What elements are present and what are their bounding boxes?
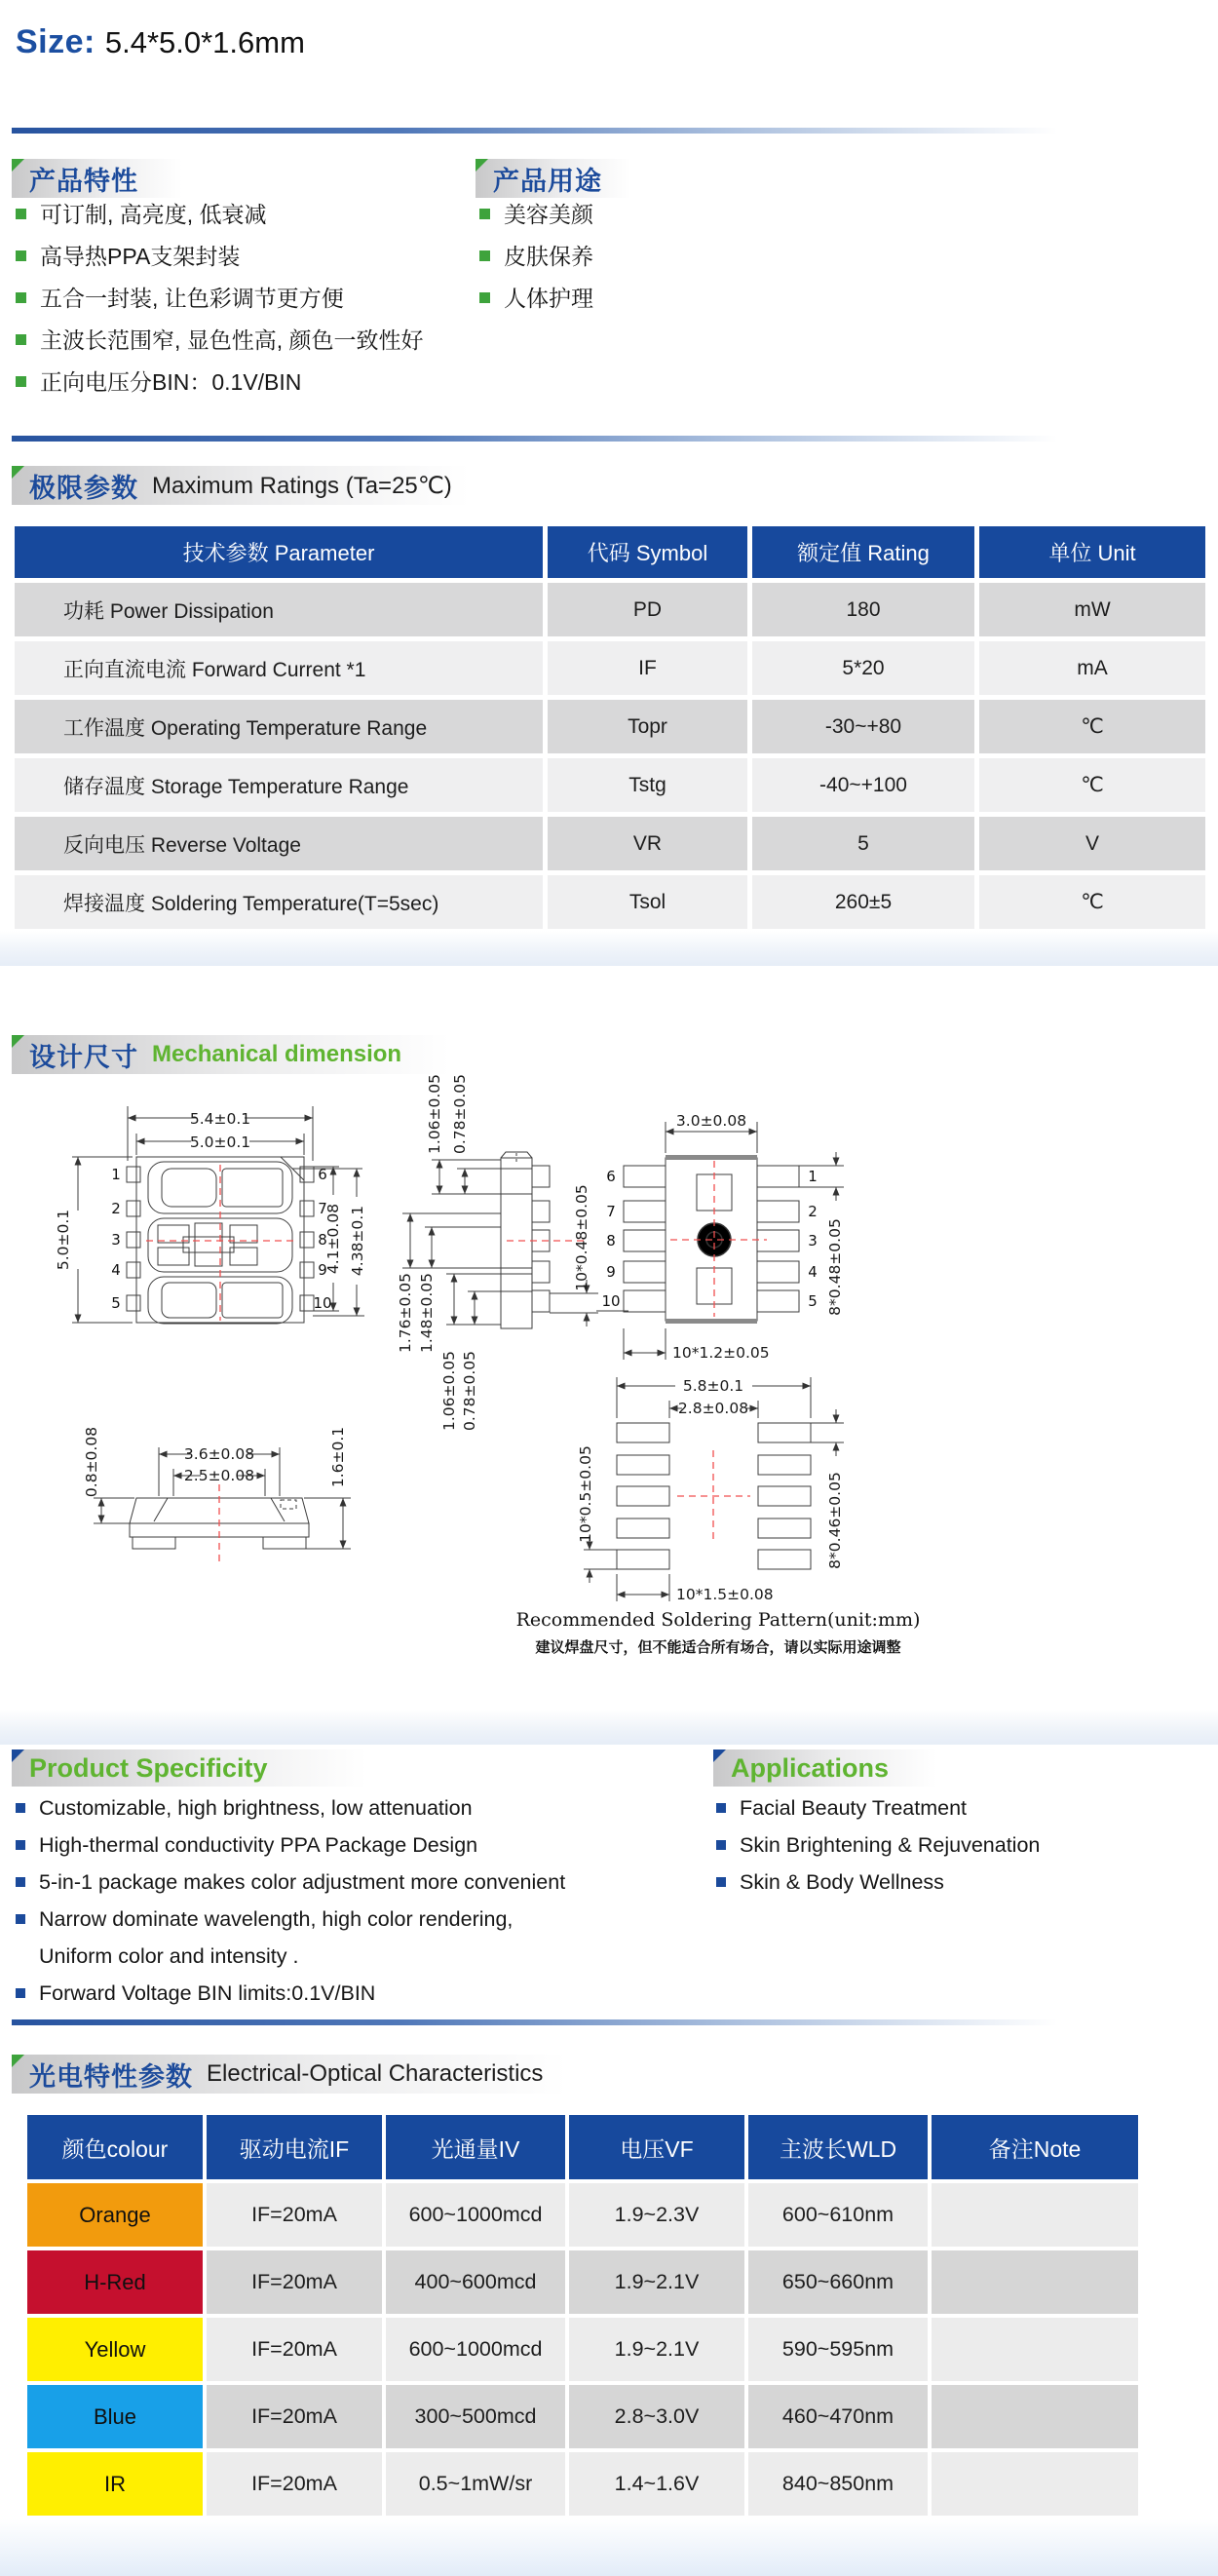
square-bullet-icon	[16, 1988, 25, 1998]
square-bullet-icon	[716, 1840, 726, 1850]
square-bullet-icon	[479, 250, 490, 261]
list-item: 美容美颜	[479, 200, 791, 229]
list-item: 皮肤保养	[479, 242, 791, 271]
table-cell: IF=20mA	[207, 2183, 382, 2247]
table-cell: IF=20mA	[207, 2250, 382, 2314]
table-cell-symbol: VR	[548, 817, 747, 870]
dim-label: 0.8±0.08	[83, 1426, 100, 1498]
square-bullet-icon	[16, 250, 26, 261]
page-bottom-band	[0, 2519, 1218, 2576]
square-bullet-icon	[16, 209, 26, 219]
dim-label: 10*1.2±0.05	[672, 1344, 770, 1362]
corner-triangle-icon	[12, 159, 24, 172]
section-title-cn: 设计尺寸	[29, 1042, 138, 1072]
section-band	[0, 1710, 1218, 1745]
svg-text:2: 2	[111, 1200, 121, 1217]
solder-caption-cn: 建议焊盘尺寸，但不能适合所有场合，请以实际用途调整	[535, 1638, 901, 1656]
section-header-applications	[713, 1749, 937, 1787]
square-bullet-icon	[716, 1877, 726, 1887]
list-item: Skin Brightening & Rejuvenation	[716, 1832, 1125, 1858]
dim-label: 10*0.5±0.05	[577, 1445, 594, 1543]
dim-label: 1.06±0.05	[440, 1350, 458, 1432]
section-title-en: Mechanical dimension	[152, 1041, 402, 1067]
column-header: 技术参数 Parameter	[15, 526, 543, 578]
table-cell-rating: -40~+100	[752, 758, 974, 812]
dim-label: 0.78±0.05	[461, 1350, 478, 1432]
dim-label: 8*0.48±0.05	[826, 1218, 844, 1316]
list-item: Customizable, high brightness, low attenuation	[16, 1795, 688, 1821]
front-view-drawing	[83, 1427, 351, 1566]
column-header: 备注Note	[932, 2115, 1138, 2179]
side-view-drawing	[397, 1074, 598, 1431]
color-cell: IR	[27, 2452, 203, 2516]
list-item: 可订制, 高亮度, 低衰减	[16, 200, 464, 229]
color-cell: Yellow	[27, 2318, 203, 2381]
square-bullet-icon	[479, 209, 490, 219]
corner-triangle-icon	[476, 159, 488, 172]
table-cell-note	[932, 2318, 1138, 2381]
size-value: 5.4*5.0*1.6mm	[104, 25, 305, 59]
section-header-uses	[476, 159, 631, 198]
table-cell: 1.9~2.3V	[569, 2183, 744, 2247]
column-header: 驱动电流IF	[207, 2115, 382, 2179]
dim-label: 2.8±0.08	[677, 1400, 749, 1417]
features-list	[16, 200, 464, 409]
svg-text:3: 3	[111, 1231, 121, 1249]
table-cell: 600~1000mcd	[386, 2183, 565, 2247]
dim-label: 1.6±0.1	[329, 1426, 347, 1488]
corner-triangle-icon	[12, 1035, 24, 1048]
square-bullet-icon	[16, 1877, 25, 1887]
list-item: 正向电压分BIN：0.1V/BIN	[16, 367, 464, 397]
table-cell-note	[932, 2250, 1138, 2314]
svg-text:6: 6	[318, 1166, 327, 1183]
list-item: 高导热PPA支架封装	[16, 242, 464, 271]
table-cell-parameter: 功耗 Power Dissipation	[15, 583, 543, 636]
table-cell-parameter: 储存温度 Storage Temperature Range	[15, 758, 543, 812]
size-label: Size:	[16, 23, 95, 60]
section-header-specificity	[12, 1749, 367, 1787]
page-title	[16, 23, 305, 61]
square-bullet-icon	[16, 292, 26, 303]
section-title-cn: 极限参数	[29, 473, 138, 503]
svg-text:1: 1	[808, 1168, 818, 1185]
square-bullet-icon	[16, 1840, 25, 1850]
svg-text:4: 4	[808, 1263, 818, 1281]
svg-text:9: 9	[606, 1263, 616, 1281]
column-header: 主波长WLD	[748, 2115, 928, 2179]
color-cell: Blue	[27, 2385, 203, 2448]
square-bullet-icon	[16, 1803, 25, 1813]
section-title: 产品特性	[29, 166, 138, 196]
svg-text:9: 9	[318, 1261, 327, 1279]
corner-triangle-icon	[12, 1749, 24, 1762]
column-header: 电压VF	[569, 2115, 744, 2179]
table-cell: 600~610nm	[748, 2183, 928, 2247]
column-header: 颜色colour	[27, 2115, 203, 2179]
dim-label: 3.0±0.08	[675, 1112, 747, 1130]
dim-label: 1.48±0.05	[418, 1272, 436, 1354]
svg-text:3: 3	[808, 1232, 818, 1250]
list-item: Skin & Body Wellness	[716, 1869, 1125, 1895]
table-cell-rating: 180	[752, 583, 974, 636]
specificity-list	[16, 1795, 688, 2018]
table-cell: 650~660nm	[748, 2250, 928, 2314]
svg-text:8: 8	[318, 1231, 327, 1249]
table-cell-note	[932, 2183, 1138, 2247]
column-header: 单位 Unit	[979, 526, 1205, 578]
table-cell-parameter: 工作温度 Operating Temperature Range	[15, 700, 543, 753]
corner-triangle-icon	[12, 466, 24, 479]
table-cell-symbol: IF	[548, 641, 747, 695]
table-cell-symbol: Tsol	[548, 875, 747, 929]
list-item: 主波长范围窄, 显色性高, 颜色一致性好	[16, 326, 464, 355]
divider-line	[12, 2019, 1113, 2025]
dim-label: 5.8±0.1	[682, 1377, 744, 1395]
section-header-optical	[12, 2055, 567, 2094]
section-title-cn: 光电特性参数	[29, 2061, 193, 2092]
dim-label: 8*0.46±0.05	[826, 1472, 844, 1569]
dim-label: 5.0±0.1	[189, 1134, 251, 1151]
dim-label: 1.76±0.05	[397, 1272, 414, 1354]
svg-text:4: 4	[111, 1261, 121, 1279]
table-cell-unit: ℃	[979, 758, 1205, 812]
list-item: Facial Beauty Treatment	[716, 1795, 1125, 1821]
svg-text:8: 8	[606, 1232, 616, 1250]
dim-label: 3.6±0.08	[183, 1445, 255, 1463]
svg-text:6: 6	[606, 1168, 616, 1185]
section-title: Applications	[731, 1752, 890, 1783]
svg-text:7: 7	[606, 1203, 616, 1220]
column-header: 光通量IV	[386, 2115, 565, 2179]
svg-text:7: 7	[318, 1200, 327, 1217]
section-title: Product Specificity	[29, 1752, 268, 1783]
list-item: Forward Voltage BIN limits:0.1V/BIN	[16, 1980, 688, 2006]
table-cell-rating: 5*20	[752, 641, 974, 695]
svg-text:1: 1	[111, 1166, 121, 1183]
optical-characteristics-table	[27, 2115, 1138, 2516]
table-cell: 1.9~2.1V	[569, 2318, 744, 2381]
corner-triangle-icon	[12, 2055, 24, 2067]
svg-text:10: 10	[313, 1294, 332, 1312]
section-title-en: Maximum Ratings (Ta=25℃)	[152, 472, 452, 499]
table-cell-unit: ℃	[979, 700, 1205, 753]
dim-label: 10*0.48±0.05	[573, 1184, 590, 1291]
applications-list	[716, 1795, 1125, 1906]
table-cell-unit: ℃	[979, 875, 1205, 929]
table-cell: 1.9~2.1V	[569, 2250, 744, 2314]
table-cell-unit: V	[979, 817, 1205, 870]
mechanical-drawings	[0, 1067, 974, 1740]
dim-label: 2.5±0.08	[183, 1467, 255, 1484]
square-bullet-icon	[16, 1914, 25, 1924]
list-item: 五合一封装, 让色彩调节更方便	[16, 284, 464, 313]
bottom-view-drawing	[596, 1112, 844, 1362]
divider-line	[12, 128, 1113, 134]
table-cell-unit: mA	[979, 641, 1205, 695]
svg-text:10: 10	[601, 1292, 621, 1310]
dim-label: 4.1±0.08	[324, 1203, 342, 1275]
square-bullet-icon	[16, 376, 26, 387]
section-header-max-ratings	[12, 466, 470, 505]
section-title-en: Electrical-Optical Characteristics	[207, 2060, 544, 2087]
list-item-continuation: Uniform color and intensity .	[39, 1944, 299, 1968]
table-cell-rating: 5	[752, 817, 974, 870]
square-bullet-icon	[716, 1803, 726, 1813]
table-cell-symbol: Topr	[548, 700, 747, 753]
uses-list	[479, 200, 791, 326]
table-cell: 0.5~1mW/sr	[386, 2452, 565, 2516]
table-cell-note	[932, 2452, 1138, 2516]
table-cell-parameter: 焊接温度 Soldering Temperature(T=5sec)	[15, 875, 543, 929]
dim-label: 10*1.5±0.08	[676, 1586, 774, 1603]
column-header: 代码 Symbol	[548, 526, 747, 578]
dim-label: 5.4±0.1	[189, 1110, 251, 1128]
divider-line	[12, 436, 1113, 442]
table-cell: 300~500mcd	[386, 2385, 565, 2448]
table-cell: IF=20mA	[207, 2318, 382, 2381]
square-bullet-icon	[16, 334, 26, 345]
table-cell-unit: mW	[979, 583, 1205, 636]
dim-label: 1.06±0.05	[426, 1073, 443, 1155]
color-cell: Orange	[27, 2183, 203, 2247]
svg-text:2: 2	[808, 1203, 818, 1220]
color-cell: H-Red	[27, 2250, 203, 2314]
table-cell-parameter: 反向电压 Reverse Voltage	[15, 817, 543, 870]
max-ratings-table	[15, 526, 1203, 929]
table-cell-note	[932, 2385, 1138, 2448]
section-header-features	[12, 159, 182, 198]
dim-label: 0.78±0.05	[451, 1073, 469, 1155]
table-cell: 1.4~1.6V	[569, 2452, 744, 2516]
dim-label: 4.38±0.1	[349, 1205, 366, 1277]
table-cell: 2.8~3.0V	[569, 2385, 744, 2448]
table-cell: IF=20mA	[207, 2385, 382, 2448]
table-cell-rating: 260±5	[752, 875, 974, 929]
table-cell-rating: -30~+80	[752, 700, 974, 753]
table-cell: IF=20mA	[207, 2452, 382, 2516]
solder-pattern-drawing	[516, 1377, 921, 1657]
table-cell: 600~1000mcd	[386, 2318, 565, 2381]
top-view-drawing	[55, 1106, 366, 1324]
solder-caption-en: Recommended Soldering Pattern(unit:mm)	[515, 1609, 921, 1631]
corner-triangle-icon	[713, 1749, 726, 1762]
dim-label: 5.0±0.1	[55, 1209, 72, 1271]
square-bullet-icon	[479, 292, 490, 303]
section-band	[0, 931, 1218, 966]
list-item: Narrow dominate wavelength, high color rendering,	[16, 1906, 688, 1932]
list-item: High-thermal conductivity PPA Package Design	[16, 1832, 688, 1858]
svg-text:5: 5	[111, 1294, 121, 1312]
table-cell: 400~600mcd	[386, 2250, 565, 2314]
list-item: 5-in-1 package makes color adjustment more convenient	[16, 1869, 688, 1895]
table-cell: 840~850nm	[748, 2452, 928, 2516]
table-cell-symbol: PD	[548, 583, 747, 636]
table-cell-symbol: Tstg	[548, 758, 747, 812]
table-cell-parameter: 正向直流电流 Forward Current *1	[15, 641, 543, 695]
table-cell: 590~595nm	[748, 2318, 928, 2381]
table-cell: 460~470nm	[748, 2385, 928, 2448]
list-item: 人体护理	[479, 284, 791, 313]
svg-text:5: 5	[808, 1292, 818, 1310]
section-title: 产品用途	[493, 166, 602, 196]
column-header: 额定值 Rating	[752, 526, 974, 578]
